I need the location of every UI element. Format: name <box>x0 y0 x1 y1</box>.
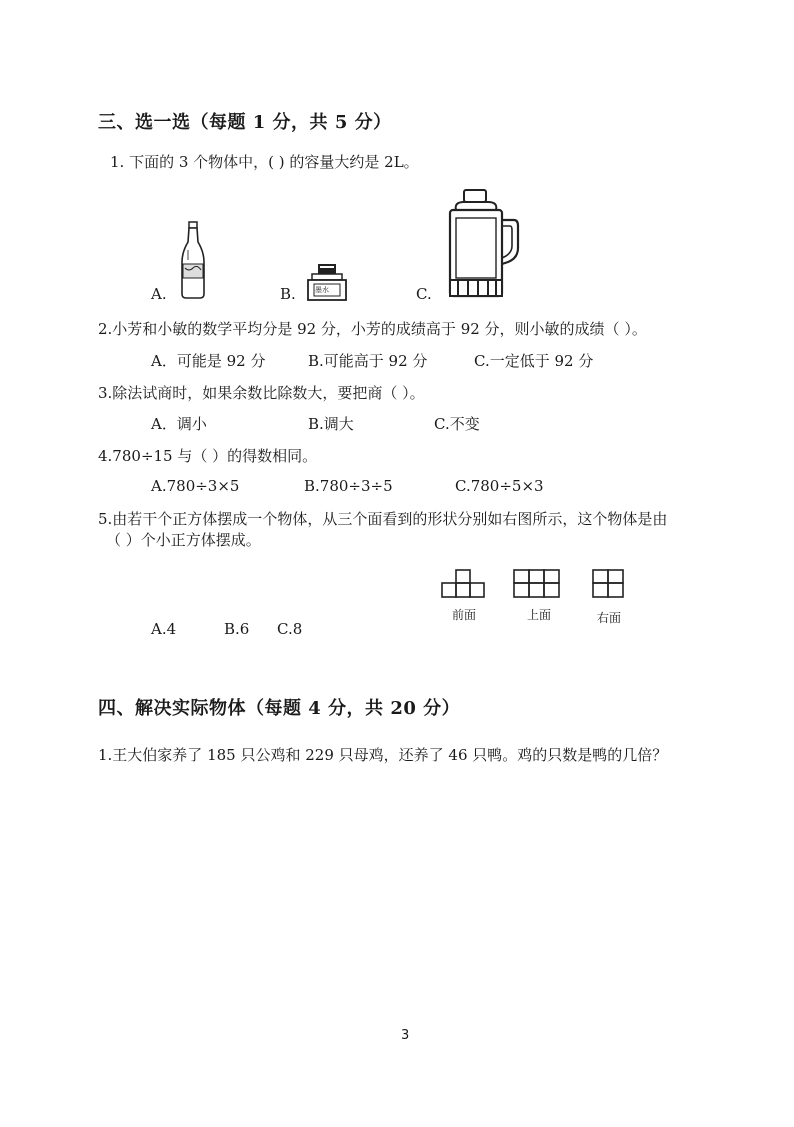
page-number: 3 <box>401 1028 410 1043</box>
q2-option-a: A．可能是 92 分 <box>151 352 266 370</box>
q5-option-a: A.4 <box>151 620 177 638</box>
q1-option-b: B. <box>280 285 296 303</box>
q4-option-c: C.780÷5×3 <box>455 477 544 495</box>
q4-stem: 4.780÷15 与（ ）的得数相同。 <box>98 447 318 465</box>
ink-bottle-icon <box>306 262 348 302</box>
q3-option-b: B.调大 <box>308 415 354 433</box>
q5-stem-line2: （ ）个小正方体摆成。 <box>106 531 261 549</box>
view-top-label: 上面 <box>527 608 552 622</box>
thermos-icon <box>444 188 522 302</box>
view-right-label: 右面 <box>597 611 622 625</box>
q5-stem-line1: 5.由若干个正方体摆成一个物体，从三个面看到的形状分别如右图所示，这个物体是由 <box>98 510 668 528</box>
q5-option-c: C.8 <box>277 620 303 638</box>
q3-option-c: C.不变 <box>434 415 480 433</box>
q1-option-c: C. <box>416 285 432 303</box>
top-view <box>514 570 559 597</box>
section-4-title: 四、解决实际物体（每题 4 分，共 20 分） <box>98 698 461 719</box>
front-view <box>442 570 484 597</box>
q3-stem: 3.除法试商时，如果余数比除数大，要把商（ ）。 <box>98 384 425 402</box>
q2-stem: 2.小芳和小敏的数学平均分是 92 分，小芳的成绩高于 92 分，则小敏的成绩（ ）。 <box>98 320 647 338</box>
q5-option-b: B.6 <box>224 620 250 638</box>
view-front-label: 前面 <box>452 608 477 622</box>
section4-q1-stem: 1.王大伯家养了 185 只公鸡和 229 只母鸡，还养了 46 只鸭。鸡的只数是鸭的几倍？ <box>98 746 668 764</box>
q2-option-c: C.一定低于 92 分 <box>474 352 594 370</box>
right-view <box>593 570 623 597</box>
q1-stem: 1. 下面的 3 个物体中，( ) 的容量大约是 2L。 <box>110 153 419 171</box>
q4-option-a: A.780÷3×5 <box>151 477 240 495</box>
bottle-icon <box>176 220 210 300</box>
q3-option-a: A．调小 <box>151 415 207 433</box>
section-3-title: 三、选一选（每题 1 分，共 5 分） <box>98 112 392 133</box>
ink-label: 墨水 <box>315 286 329 294</box>
three-views-diagram <box>440 562 630 604</box>
q1-option-a: A. <box>151 285 167 303</box>
q2-option-b: B.可能高于 92 分 <box>308 352 428 370</box>
q4-option-b: B.780÷3÷5 <box>304 477 393 495</box>
